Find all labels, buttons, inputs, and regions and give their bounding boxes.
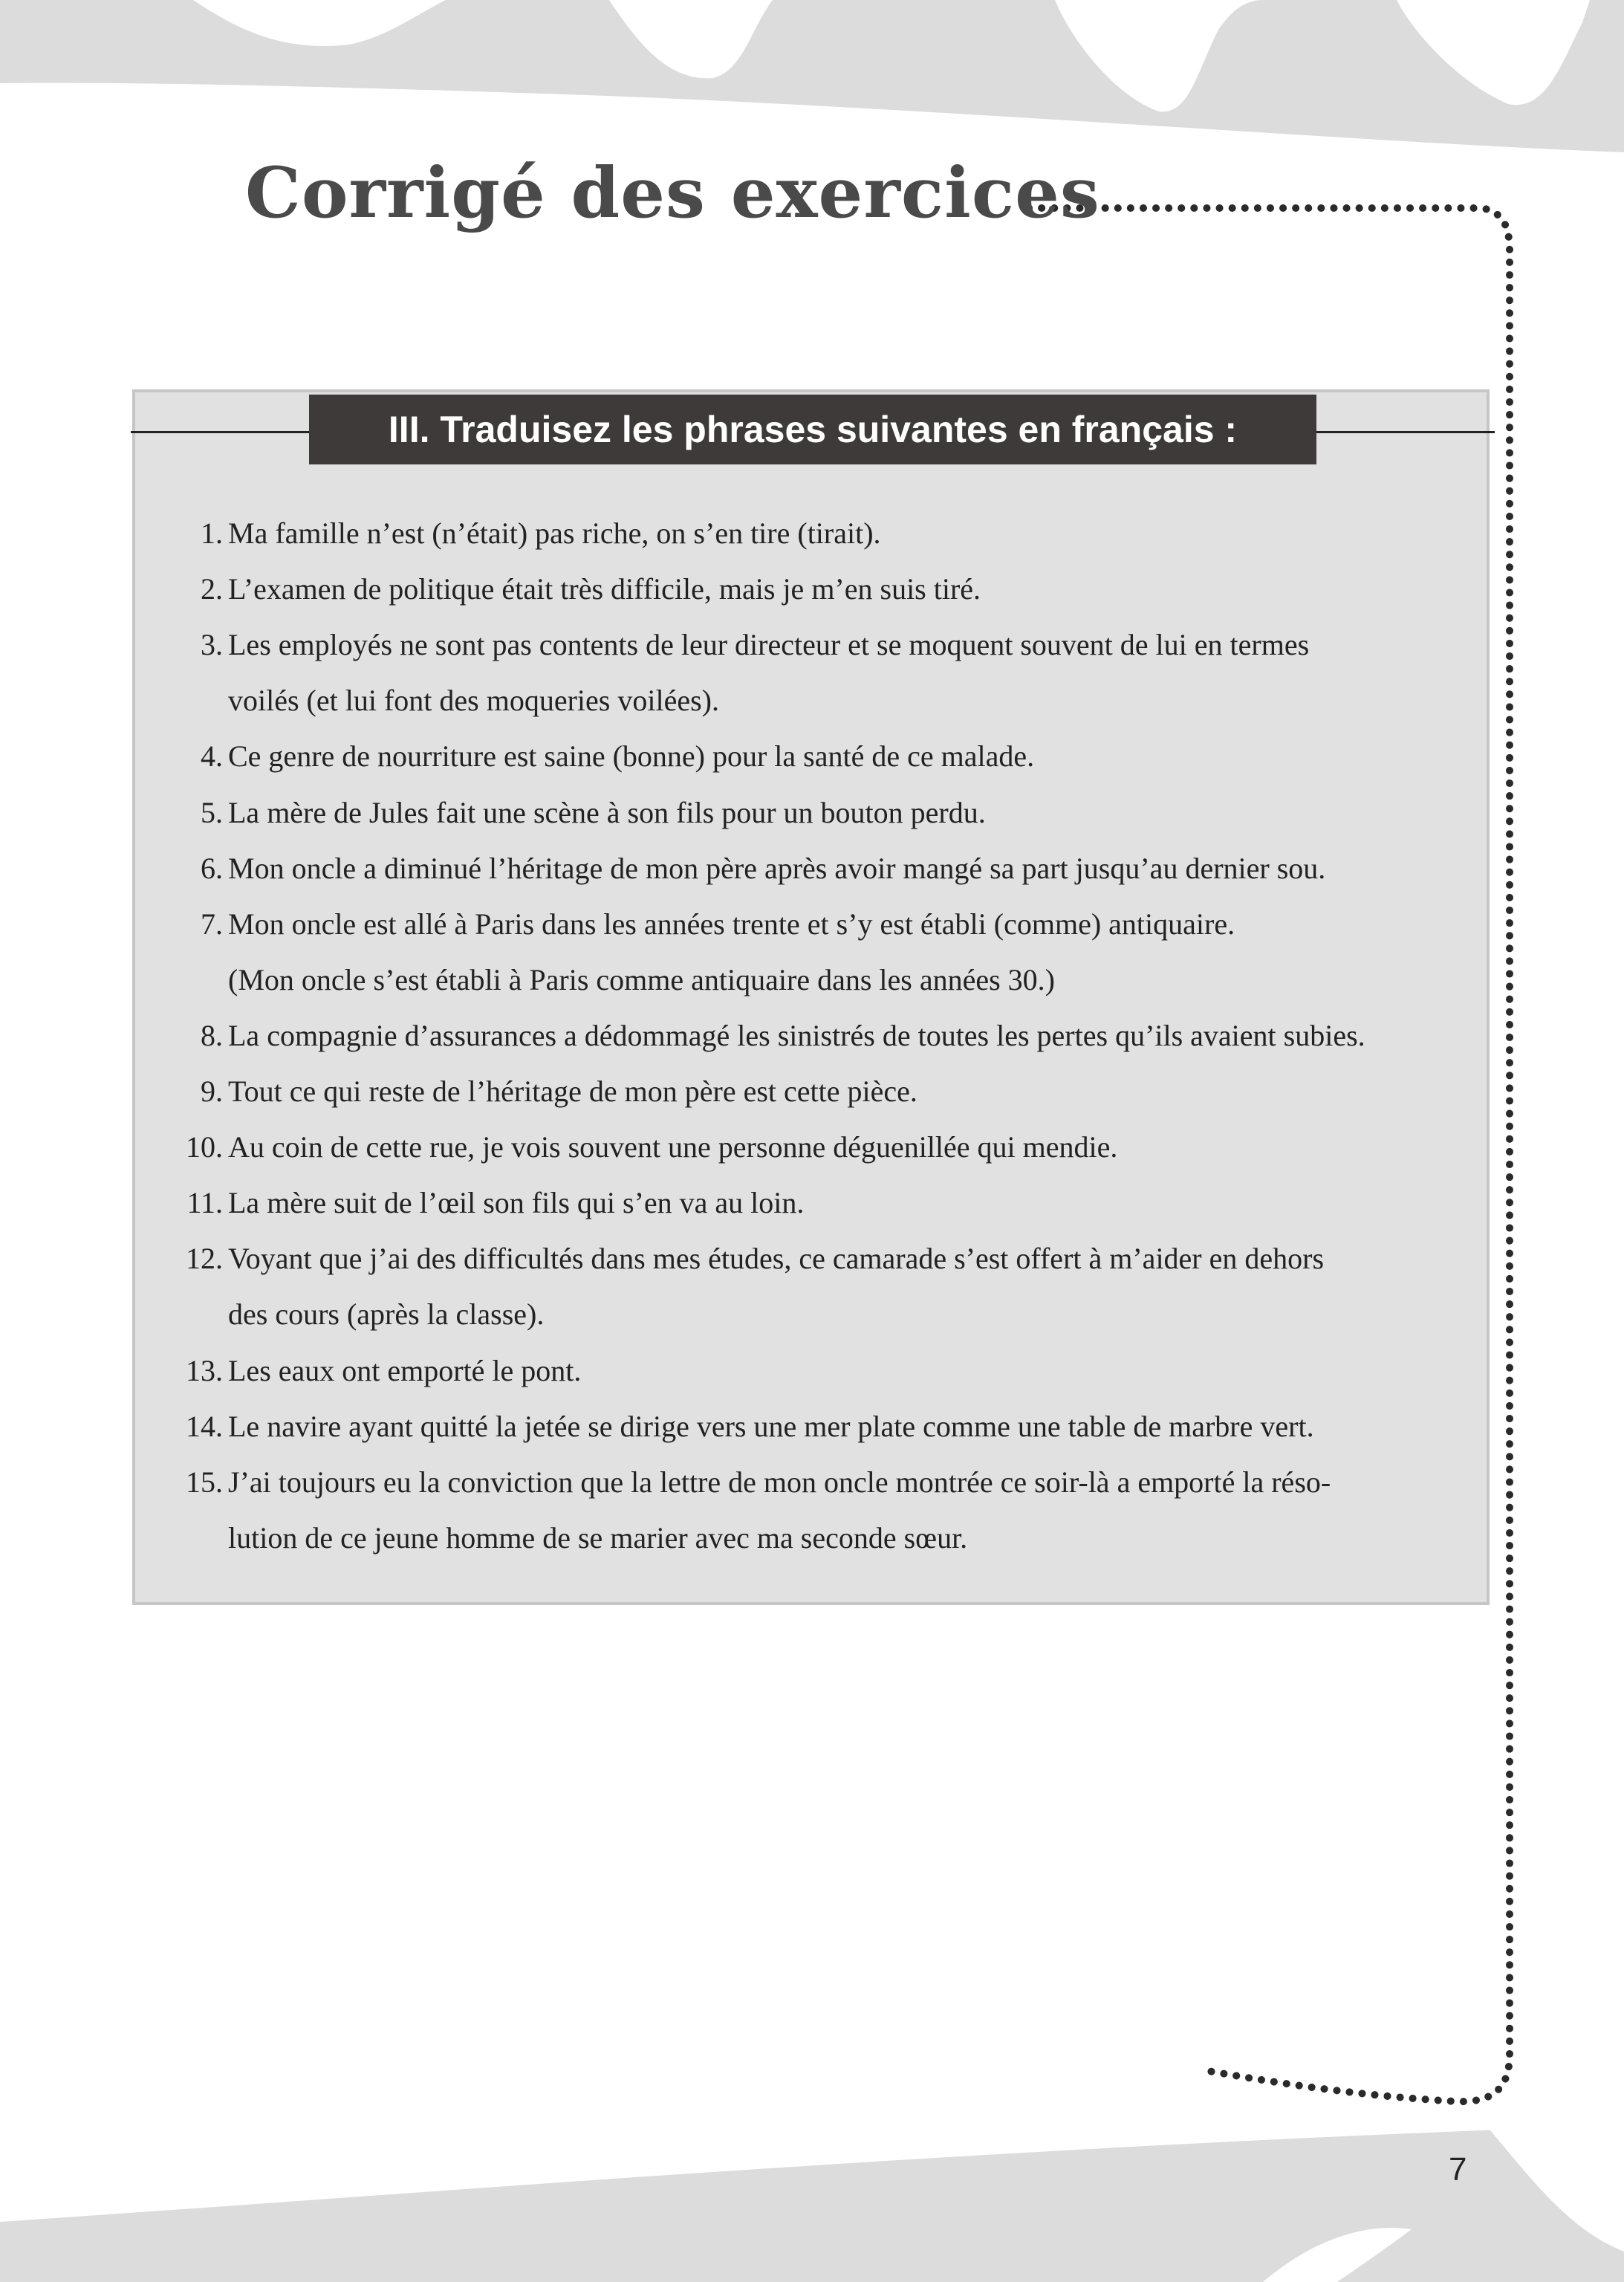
answer-text-line: Mon oncle est allé à Paris dans les années trente et s’y est établi (comme) antiquaire. — [228, 907, 1235, 941]
answer-text-line: lution de ce jeune homme de se marier avec ma seconde sœur. — [228, 1520, 968, 1555]
answer-text-line: des cours (après la classe). — [228, 1297, 545, 1332]
answer-number: 5. — [201, 795, 223, 829]
answer-text-line: La mère de Jules fait une scène à son fils pour un bouton perdu. — [228, 795, 986, 829]
answer-text-line: Les eaux ont emporté le pont. — [228, 1353, 582, 1387]
answer-text-line: Au coin de cette rue, je vois souvent une personne déguenillée qui mendie. — [228, 1130, 1118, 1164]
answer-text-line: Les employés ne sont pas contents de leur directeur et se moquent souvent de lui en termes — [228, 628, 1310, 662]
answer-number: 9. — [201, 1074, 223, 1108]
answer-number: 11. — [186, 1186, 223, 1220]
answer-number: 6. — [201, 851, 223, 885]
answer-text-line: Voyant que j’ai des difficultés dans mes études, ce camarade s’est offert à m’aider en dehors — [228, 1242, 1325, 1276]
answer-text-line: Le navire ayant quitté la jetée se dirige vers une mer plate comme une table de marbre vert. — [228, 1409, 1314, 1443]
answer-text-line: L’examen de politique était très difficile, mais je m’en suis tiré. — [228, 572, 981, 606]
answer-text-line: voilés (et lui font des moqueries voilées). — [228, 684, 719, 718]
answer-number: 3. — [201, 628, 223, 662]
answer-number: 8. — [201, 1018, 223, 1052]
answer-number: 12. — [186, 1242, 223, 1276]
answer-number: 2. — [201, 572, 223, 606]
answer-number: 13. — [186, 1353, 223, 1387]
answer-text-line: J’ai toujours eu la conviction que la lettre de mon oncle montrée ce soir-là a emporté la réso- — [228, 1465, 1331, 1499]
answer-text-line: Ma famille n’est (n’était) pas riche, on s’en tire (tirait). — [228, 516, 881, 550]
answer-number: 15. — [186, 1465, 223, 1499]
page-number: 7 — [1449, 2151, 1467, 2188]
answer-text-line: (Mon oncle s’est établi à Paris comme antiquaire dans les années 30.) — [228, 962, 1055, 996]
answer-number: 1. — [201, 516, 223, 550]
section-heading: III. Traduisez les phrases suivantes en français : — [309, 395, 1316, 464]
answer-number: 4. — [201, 739, 223, 774]
answer-text-line: Tout ce qui reste de l’héritage de mon père est cette pièce. — [228, 1074, 917, 1108]
page-title: Corrigé des exercices — [245, 152, 1100, 234]
answer-number: 7. — [201, 907, 223, 941]
answer-text-line: La mère suit de l’œil son fils qui s’en va au loin. — [228, 1186, 805, 1220]
answer-text-line: Ce genre de nourriture est saine (bonne) pour la santé de ce malade. — [228, 739, 1035, 774]
answer-number: 10. — [186, 1130, 223, 1164]
answer-number: 14. — [186, 1409, 223, 1443]
answer-text-line: Mon oncle a diminué l’héritage de mon père après avoir mangé sa part jusqu’au dernier sou. — [228, 851, 1326, 885]
answer-text-line: La compagnie d’assurances a dédommagé les sinistrés de toutes les pertes qu’ils avaient subies. — [228, 1018, 1365, 1052]
